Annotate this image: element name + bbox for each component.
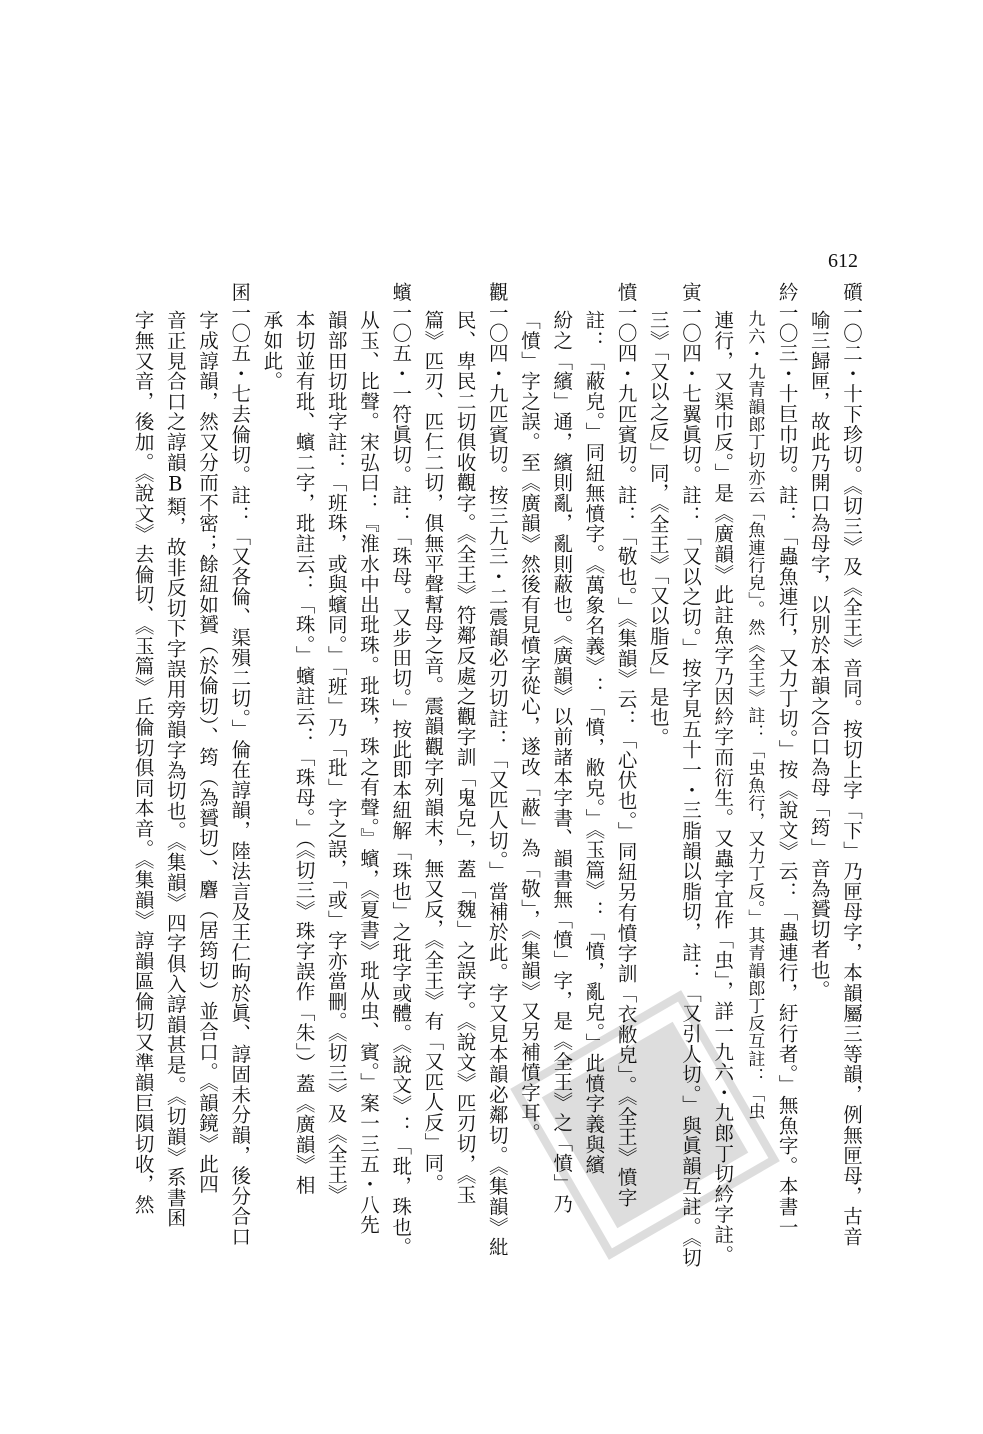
text-column: 韻部田切玭字註：「班珠，或與蠙同。」「班」乃「玭」字之誤，「或」字亦當刪。《切三》及《全王》 [324,310,348,1205]
text-column: 連行，又渠巾反。」是《廣韻》此註魚字乃因紟字而衍生。又蟲字宜作「虫」，詳一九六・九郎丁切紟字註。 [711,310,735,1265]
text-column: 寅一〇四・七翼眞切。註：「又以之切。」按字見五十一・三脂韻以脂切，註：「又引人切。」與眞韻互註。《切 [679,282,702,1268]
text-column: 三》「又以之反」同，《全王》「又以脂反」是也。 [646,310,670,748]
text-column: 註：「蔽皃。」同紐無憤字。《萬象名義》：「憤，敝皃。」《玉篇》：「憤，亂皃。」此憤字義與繽 [582,310,606,1175]
text-column: 民、卑民二切俱收觀字。《全王》符鄰反處之觀字訓「鬼皃」，蓋「魏」之誤字。《說文》匹刃切，《玉 [453,310,477,1205]
text-column: 憤一〇四・九匹賓切。註：「敬也。」《集韻》云：「心伏也。」同紐另有憤字訓「衣敝皃」。《全王》憤字 [614,282,638,1208]
text-column: 觀一〇四・九匹賓切。按三九三・二震韻必刃切註：「又匹人切。」當補於此。字又見本韻必鄰切。《集韻》紕 [485,282,509,1258]
text-column: 礩一〇二・十下珍切。《切三》及《全王》音同。按切上字「下」乃匣母字，本韻屬三等韻，例無匣母，古音 [840,282,863,1247]
text-column: 喻三歸匣，故此乃開口為母字，以別於本韻之合口為母「筠」音為贇切者也。 [807,310,831,1001]
text-column: 本切並有玭、蠙二字，玭註云：「珠。」蠙註云：「珠母。」（《切三》珠字誤作「朱」）蓋《廣韻》相 [292,310,316,1196]
text-column: 紛之「繽」通，繽則亂，亂則蔽也。《廣韻》以前諸本字書、韻書無「憤」字，是《全王》之「憤」乃 [550,310,574,1214]
text-column: 承如此。 [260,310,284,392]
text-column: 囷一〇五・七去倫切。註：「又各倫、渠殞二切。」倫在諄韻，陸法言及王仁昫於眞、諄固未分韻，後分合口 [228,282,252,1247]
text-column: 篇》匹刃、匹仁二切，俱無平聲幫母之音。震韻觀字列韻末，無又反，《全王》有「又匹人反」同。 [421,310,445,1194]
text-column: 字成諄韻，然又分而不密；餘紐如贇（於倫切）、筠（為贇切）、麏（居筠切）並合口。《韻鏡》此四 [196,310,219,1195]
page-number: 612 [828,250,858,272]
text-column: 九六・九青韻郎丁切亦云「魚連行皃」。然《全王》註：「虫魚行，又力丁反。」其青韻郎丁反互註：「虫 [744,310,765,1121]
text-column: 「憤」字之誤。至《廣韻》然後有見憤字從心，遂改「蔽」為「敬」，《集韻》又另補憤字耳。 [518,310,541,1144]
text-column: 从玉、比聲。宋弘曰：『淮水中出玭珠。玭珠，珠之有聲。』蠙，《夏書》玭从虫、賓。」案一三五・八先 [357,310,380,1235]
text-column: 字無又音，後加。《說文》去倫切、《玉篇》丘倫切俱同本音。《集韻》諄韻區倫切又準韻巨隕切收，然 [131,310,155,1215]
text-column: 蠙一〇五・一符眞切。註：「珠母。又步田切。」按此即本紐解「珠也」之玭字或體。《說文》：「玭，珠也。 [389,282,413,1258]
text-column: 音正見合口之諄韻B類，故非反切下字誤用旁韻字為切也。《集韻》四字俱入諄韻甚是。《切韻》系書囷 [163,310,187,1228]
text-column: 紟一〇三・十巨巾切。註：「蟲魚連行，又力丁切。」按《說文》云：「蟲連行，紆行者。」無魚字。本書一 [775,282,799,1237]
